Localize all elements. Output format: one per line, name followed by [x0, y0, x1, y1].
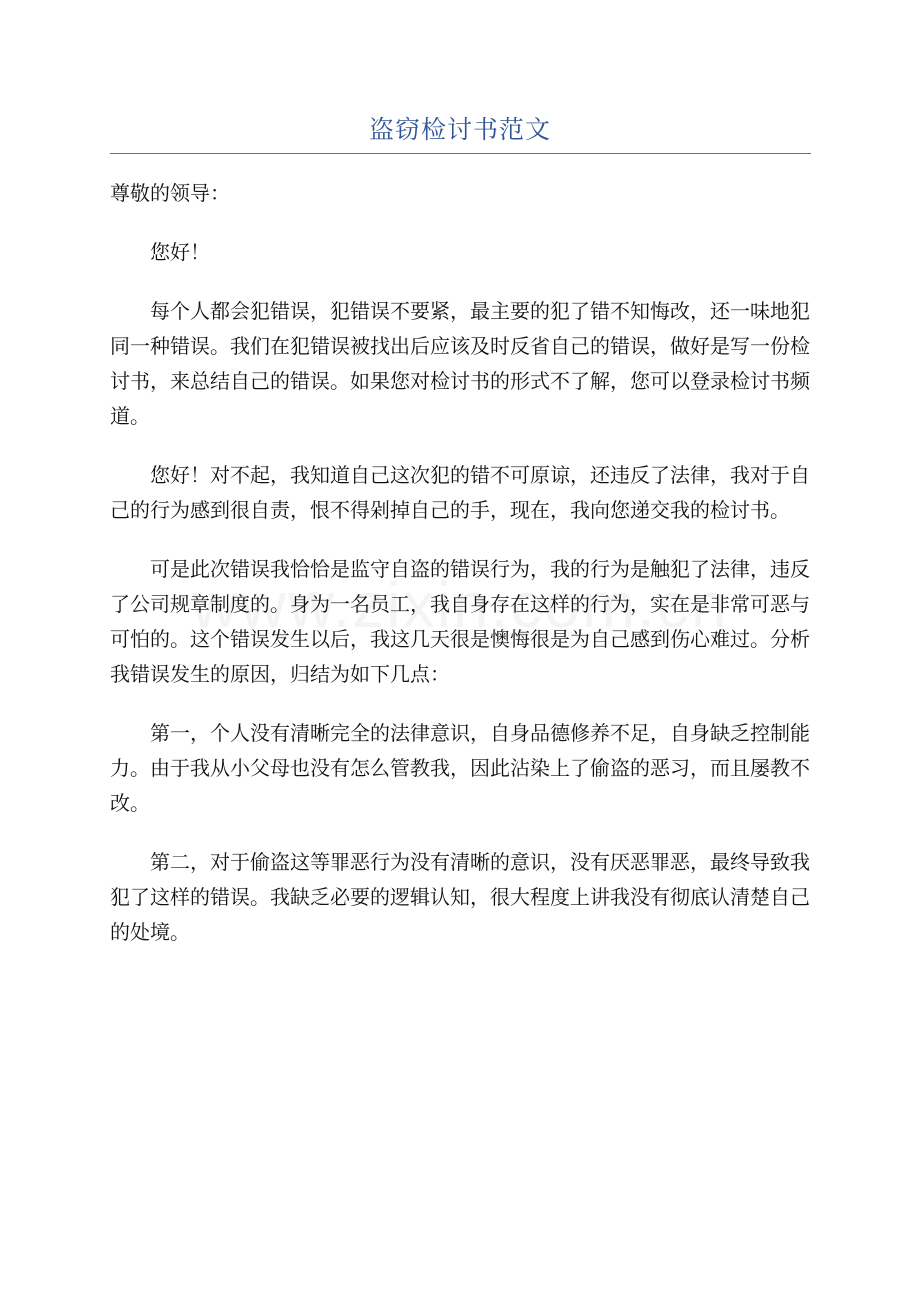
- document-body: [110, 176, 810, 974]
- title-underline: [110, 153, 811, 154]
- paragraph-1: 每个人都会犯错误，犯错误不要紧，最主要的犯了错不知悔改，还一味地犯同一种错误。我们在犯错误被找出后应该及时反省自己的错误，做好是写一份检讨书，来总结自己的错误。如果您对检讨书的形式不了解，您可以登录检讨书频道。: [110, 299, 810, 428]
- paragraph-5: 第二，对于偷盗这等罪恶行为没有清晰的意识，没有厌恶罪恶，最终导致我犯了这样的错误。我缺乏必要的逻辑认知，很大程度上讲我没有彻底认清楚自己的处境。: [110, 850, 810, 944]
- document-title: 盗窃检讨书范文: [368, 115, 551, 144]
- paragraph-2: 您好！对不起，我知道自己这次犯的错不可原谅，还违反了法律，我对于自己的行为感到很自责，恨不得剁掉自己的手，现在，我向您递交我的检讨书。: [110, 463, 810, 522]
- greeting: 您好！: [150, 240, 210, 264]
- salutation: 尊敬的领导：: [110, 181, 230, 205]
- paragraph-4: 第一，个人没有清晰完全的法律意识，自身品德修养不足，自身缺乏控制能力。由于我从小父母也没有怎么管教我，因此沾染上了偷盗的恶习，而且屡教不改。: [110, 721, 810, 815]
- paragraph-3: 可是此次错误我恰恰是监守自盗的错误行为，我的行为是触犯了法律，违反了公司规章制度的。身为一名员工，我自身存在这样的行为，实在是非常可恶与可怕的。这个错误发生以后，我这几天很是懊悔很是为自己感到伤心难过。分析我错误发生的原因，归结为如下几点：: [110, 557, 810, 686]
